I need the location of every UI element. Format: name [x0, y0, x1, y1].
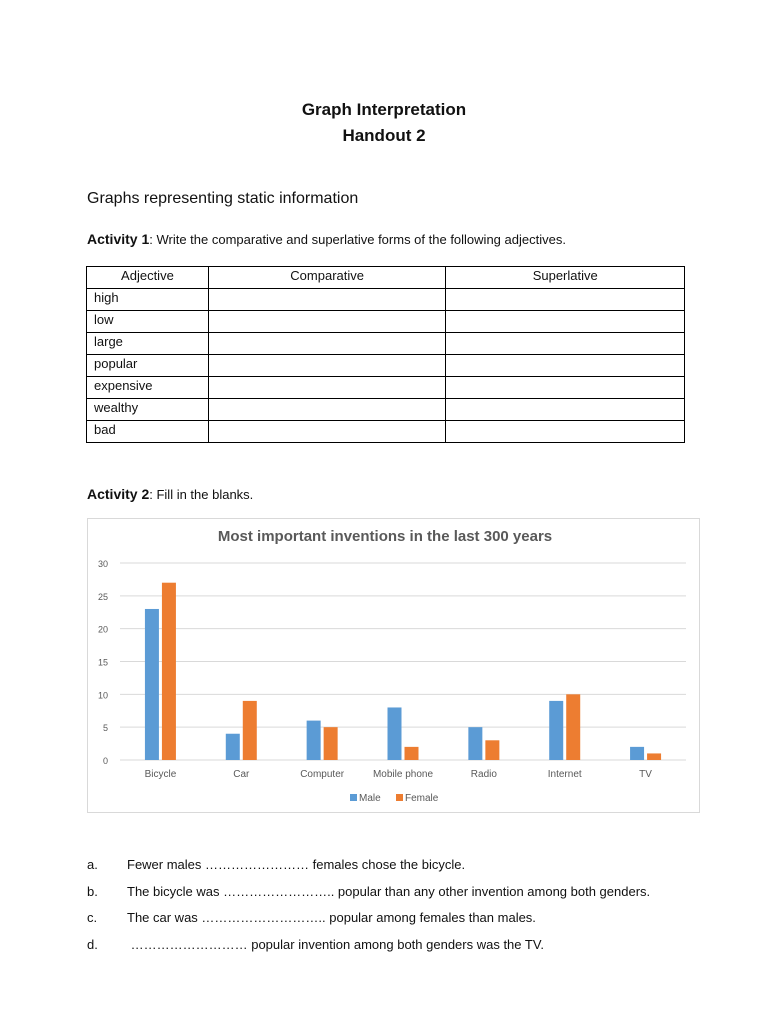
question-a: [87, 857, 727, 872]
y-tick-label: 25: [97, 591, 108, 602]
bar-male-internet: [549, 701, 563, 760]
bar-female-mobile-phone: [405, 747, 419, 760]
y-tick-label: 15: [97, 657, 108, 668]
superlative-blank-cell[interactable]: [446, 399, 685, 421]
x-tick-label: Radio: [470, 769, 497, 780]
question-text: ……………………… popular invention among both genders was the TV.: [127, 937, 544, 952]
bar-female-internet: [566, 694, 580, 760]
y-tick-label: 20: [97, 624, 108, 635]
table-row: [87, 421, 685, 443]
question-letter: c.: [87, 910, 98, 925]
comparative-blank-cell[interactable]: [208, 377, 446, 399]
superlative-blank-cell[interactable]: [446, 311, 685, 333]
comparative-blank-cell[interactable]: [208, 355, 446, 377]
header-comparative: Comparative: [208, 267, 446, 289]
y-tick-label: 0: [102, 756, 108, 766]
activity-1-text: : Write the comparative and superlative forms of the following adjectives.: [149, 232, 566, 247]
x-tick-label: Bicycle: [144, 769, 177, 780]
superlative-blank-cell[interactable]: [446, 355, 685, 377]
table-row: [87, 399, 685, 421]
question-text: Fewer males …………………… females chose the bicycle.: [127, 857, 466, 872]
bar-female-tv: [647, 753, 661, 760]
chart-canvas: [88, 519, 701, 814]
adjective-cell: bad: [87, 421, 209, 443]
comparative-blank-cell[interactable]: [208, 289, 446, 311]
activity-1-instruction: [87, 231, 566, 247]
bar-male-mobile-phone: [388, 707, 402, 760]
comparative-blank-cell[interactable]: [208, 399, 446, 421]
x-tick-label: Internet: [547, 769, 582, 780]
comparative-blank-cell[interactable]: [208, 421, 446, 443]
y-tick-label: 5: [102, 723, 108, 734]
adjective-cell: expensive: [87, 377, 209, 399]
table-row: [87, 355, 685, 377]
section-heading: Graphs representing static information: [87, 190, 359, 207]
question-d: [87, 937, 727, 952]
adjective-cell: high: [87, 289, 209, 311]
bar-male-radio: [468, 727, 482, 760]
bar-male-bicycle: [145, 609, 159, 760]
bar-female-bicycle: [162, 583, 176, 760]
activity-2-label: Activity 2: [87, 486, 150, 502]
table-row: [87, 333, 685, 355]
activity-1-label: Activity 1: [87, 231, 150, 247]
question-b: [87, 884, 727, 899]
x-tick-label: Car: [233, 769, 250, 780]
x-tick-label: Computer: [300, 769, 345, 780]
comparative-blank-cell[interactable]: [208, 333, 446, 355]
x-tick-label: Mobile phone: [372, 769, 434, 780]
chart-title: Most important inventions in the last 300 years: [217, 528, 553, 545]
y-tick-label: 30: [97, 559, 108, 569]
activity-2-text: : Fill in the blanks.: [149, 487, 254, 502]
header-superlative: Superlative: [446, 267, 685, 289]
bar-female-computer: [324, 727, 338, 760]
question-letter: a.: [87, 857, 98, 872]
question-text: The bicycle was …………………….. popular than any other invention among both genders.: [127, 884, 651, 899]
question-letter: b.: [87, 884, 98, 899]
bar-male-car: [226, 734, 240, 760]
inventions-chart: [87, 518, 700, 813]
legend-label-male: Male: [359, 793, 381, 804]
adjective-cell: large: [87, 333, 209, 355]
superlative-blank-cell[interactable]: [446, 289, 685, 311]
bar-female-car: [243, 701, 257, 760]
bar-male-computer: [307, 721, 321, 760]
document-title: Graph Interpretation: [301, 100, 467, 119]
table-header-row: [87, 267, 685, 289]
adjective-cell: wealthy: [87, 399, 209, 421]
document-subtitle: Handout 2: [342, 126, 426, 145]
bar-female-radio: [485, 740, 499, 760]
adjective-table: [86, 266, 685, 443]
question-text: The car was ……………………….. popular among females than males.: [127, 910, 536, 925]
question-c: [87, 910, 727, 925]
comparative-blank-cell[interactable]: [208, 311, 446, 333]
legend-swatch-female: [396, 794, 403, 801]
y-tick-label: 10: [97, 690, 108, 701]
adjective-cell: low: [87, 311, 209, 333]
header-adjective: Adjective: [87, 267, 209, 289]
activity-2-instruction: [87, 486, 253, 502]
legend-label-female: Female: [405, 793, 439, 804]
table-row: [87, 311, 685, 333]
superlative-blank-cell[interactable]: [446, 421, 685, 443]
superlative-blank-cell[interactable]: [446, 377, 685, 399]
superlative-blank-cell[interactable]: [446, 333, 685, 355]
table-row: [87, 377, 685, 399]
bar-male-tv: [630, 747, 644, 760]
question-letter: d.: [87, 937, 98, 952]
table-row: [87, 289, 685, 311]
adjective-cell: popular: [87, 355, 209, 377]
legend-swatch-male: [350, 794, 357, 801]
x-tick-label: TV: [639, 769, 652, 780]
